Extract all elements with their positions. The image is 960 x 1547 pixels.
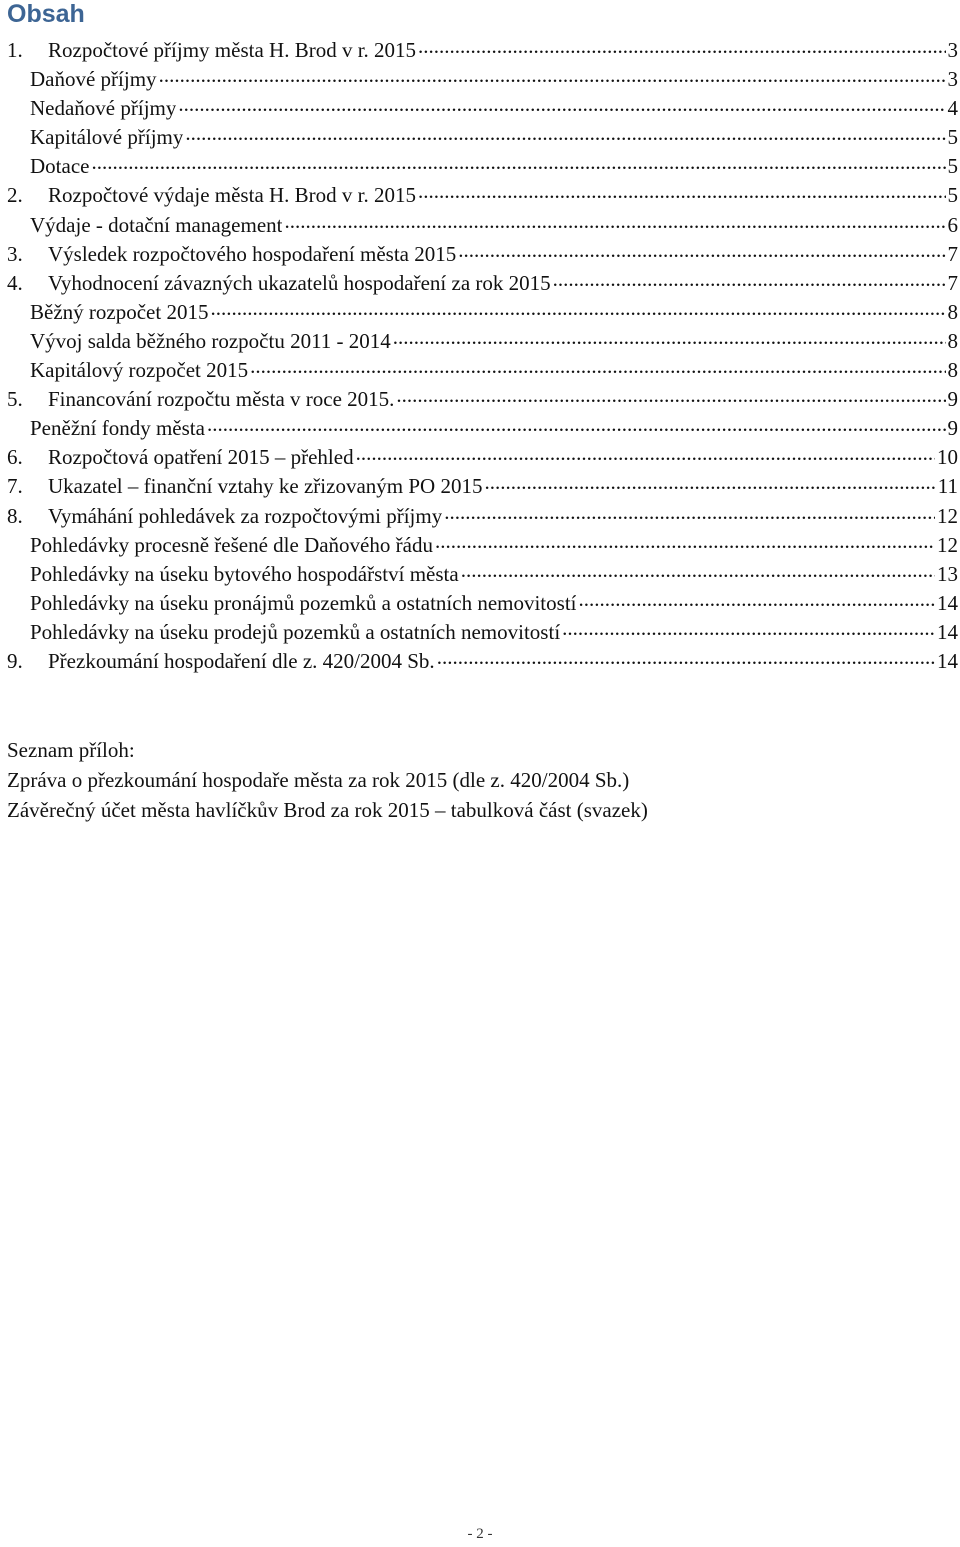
toc-entry[interactable] [0,531,960,560]
appendix-item: Zpráva o přezkoumání hospodaře města za rok 2015 (dle z. 420/2004 Sb.) [7,768,630,792]
toc-entry[interactable] [0,269,960,298]
toc-entry[interactable] [0,327,960,356]
toc-entry-label: Daňové příjmy [30,67,157,92]
toc-entry-page: 7 [947,270,958,295]
toc-dot-leader [458,240,945,261]
toc-entry-label: Pohledávky na úseku prodejů pozemků a ostatních nemovitostí [30,619,561,644]
toc-entry-page: 14 [937,648,958,673]
toc-dot-leader [207,414,946,435]
toc-entry-page: 14 [937,590,958,615]
toc-entry-label: Dotace [30,154,90,179]
toc-entry[interactable] [0,298,960,327]
table-of-contents [0,36,960,676]
toc-dot-leader [418,36,945,57]
toc-entry-page: 8 [947,299,958,324]
toc-entry-page: 8 [947,358,958,383]
toc-entry-label: Financování rozpočtu města v roce 2015. [48,387,395,412]
toc-entry[interactable] [0,385,960,414]
toc-dot-leader [444,502,935,523]
toc-entry[interactable] [0,472,960,501]
toc-entry[interactable] [0,589,960,618]
toc-entry-page: 7 [947,241,958,266]
toc-entry-label: Pohledávky na úseku pronájmů pozemků a ostatních nemovitostí [30,590,577,615]
toc-entry[interactable] [0,502,960,531]
toc-entry-label: Rozpočtová opatření 2015 – přehled [48,445,354,470]
toc-dot-leader [396,385,945,406]
toc-entry-page: 5 [947,154,958,179]
toc-entry-page: 6 [947,212,958,237]
toc-entry[interactable] [0,443,960,472]
toc-dot-leader [435,531,935,552]
toc-dot-leader [185,123,945,144]
toc-entry-page: 9 [947,416,958,441]
appendix-heading: Seznam příloh: [7,738,135,762]
toc-dot-leader [178,94,945,115]
toc-entry-number: 2. [7,183,23,208]
toc-entry-number: 6. [7,445,23,470]
toc-entry-label: Rozpočtové příjmy města H. Brod v r. 2015 [48,38,417,62]
toc-entry[interactable] [0,647,960,676]
toc-entry-label: Výdaje - dotační management [30,212,283,237]
toc-entry-page: 13 [937,561,958,586]
toc-dot-leader [250,356,945,377]
appendix-list [7,735,648,825]
appendix-item: Závěrečný účet města havlíčkův Brod za rok 2015 – tabulková část (svazek) [7,798,648,822]
toc-entry[interactable] [0,240,960,269]
toc-entry-page: 5 [947,183,958,208]
toc-entry-number: 7. [7,474,23,499]
toc-dot-leader [418,181,945,202]
toc-entry-page: 14 [937,619,958,644]
toc-entry-label: Výsledek rozpočtového hospodaření města 2015 [48,241,457,266]
toc-entry-page: 10 [937,445,958,470]
toc-entry-page: 3 [947,67,958,92]
toc-dot-leader [393,327,946,348]
toc-entry-page: 9 [947,387,958,412]
toc-entry[interactable] [0,65,960,94]
toc-entry-label: Vývoj salda běžného rozpočtu 2011 - 2014 [30,328,391,353]
toc-entry[interactable] [0,36,960,65]
toc-dot-leader [91,152,945,173]
toc-entry-label: Pohledávky na úseku bytového hospodářství města [30,561,459,586]
toc-dot-leader [562,618,935,639]
toc-entry[interactable] [0,414,960,443]
toc-entry-label: Vymáhání pohledávek za rozpočtovými příjmy [48,503,443,528]
toc-entry-number: 1. [7,38,23,62]
toc-entry-label: Vyhodnocení závazných ukazatelů hospodaření za rok 2015 [48,270,551,295]
toc-entry[interactable] [0,356,960,385]
toc-dot-leader [356,443,935,464]
toc-entry[interactable] [0,152,960,181]
toc-entry[interactable] [0,560,960,589]
toc-dot-leader [461,560,935,581]
toc-entry-label: Přezkoumání hospodaření dle z. 420/2004 Sb. [48,648,435,673]
toc-entry-label: Běžný rozpočet 2015 [30,299,209,324]
page-number: - 2 - [467,1526,493,1542]
toc-dot-leader [484,472,935,493]
toc-entry[interactable] [0,94,960,123]
toc-entry-label: Rozpočtové výdaje města H. Brod v r. 2015 [48,183,417,208]
toc-entry-label: Ukazatel – finanční vztahy ke zřizovaným PO 2015 [48,474,483,499]
toc-dot-leader [578,589,935,610]
toc-dot-leader [284,211,945,232]
toc-entry-page: 12 [937,532,958,557]
toc-entry[interactable] [0,618,960,647]
toc-dot-leader [553,269,946,290]
toc-entry-page: 4 [947,96,958,121]
toc-entry-page: 3 [947,38,958,62]
toc-entry-page: 5 [947,125,958,150]
toc-entry[interactable] [0,211,960,240]
toc-entry-label: Kapitálový rozpočet 2015 [30,358,249,383]
toc-dot-leader [210,298,945,319]
toc-entry-number: 5. [7,387,23,412]
toc-entry-number: 9. [7,648,23,673]
toc-dot-leader [437,647,935,668]
toc-entry[interactable] [0,123,960,152]
toc-entry[interactable] [0,181,960,210]
page-title: Obsah [7,0,85,28]
toc-entry-number: 4. [7,270,23,295]
toc-entry-number: 8. [7,503,23,528]
toc-entry-page: 8 [947,328,958,353]
toc-entry-page: 11 [937,474,958,499]
toc-entry-number: 3. [7,241,23,266]
toc-entry-page: 12 [937,503,958,528]
toc-entry-label: Nedaňové příjmy [30,96,177,121]
toc-entry-label: Peněžní fondy města [30,416,205,441]
toc-entry-label: Pohledávky procesně řešené dle Daňového řádu [30,532,433,557]
toc-dot-leader [159,65,946,86]
toc-entry-label: Kapitálové příjmy [30,125,184,150]
